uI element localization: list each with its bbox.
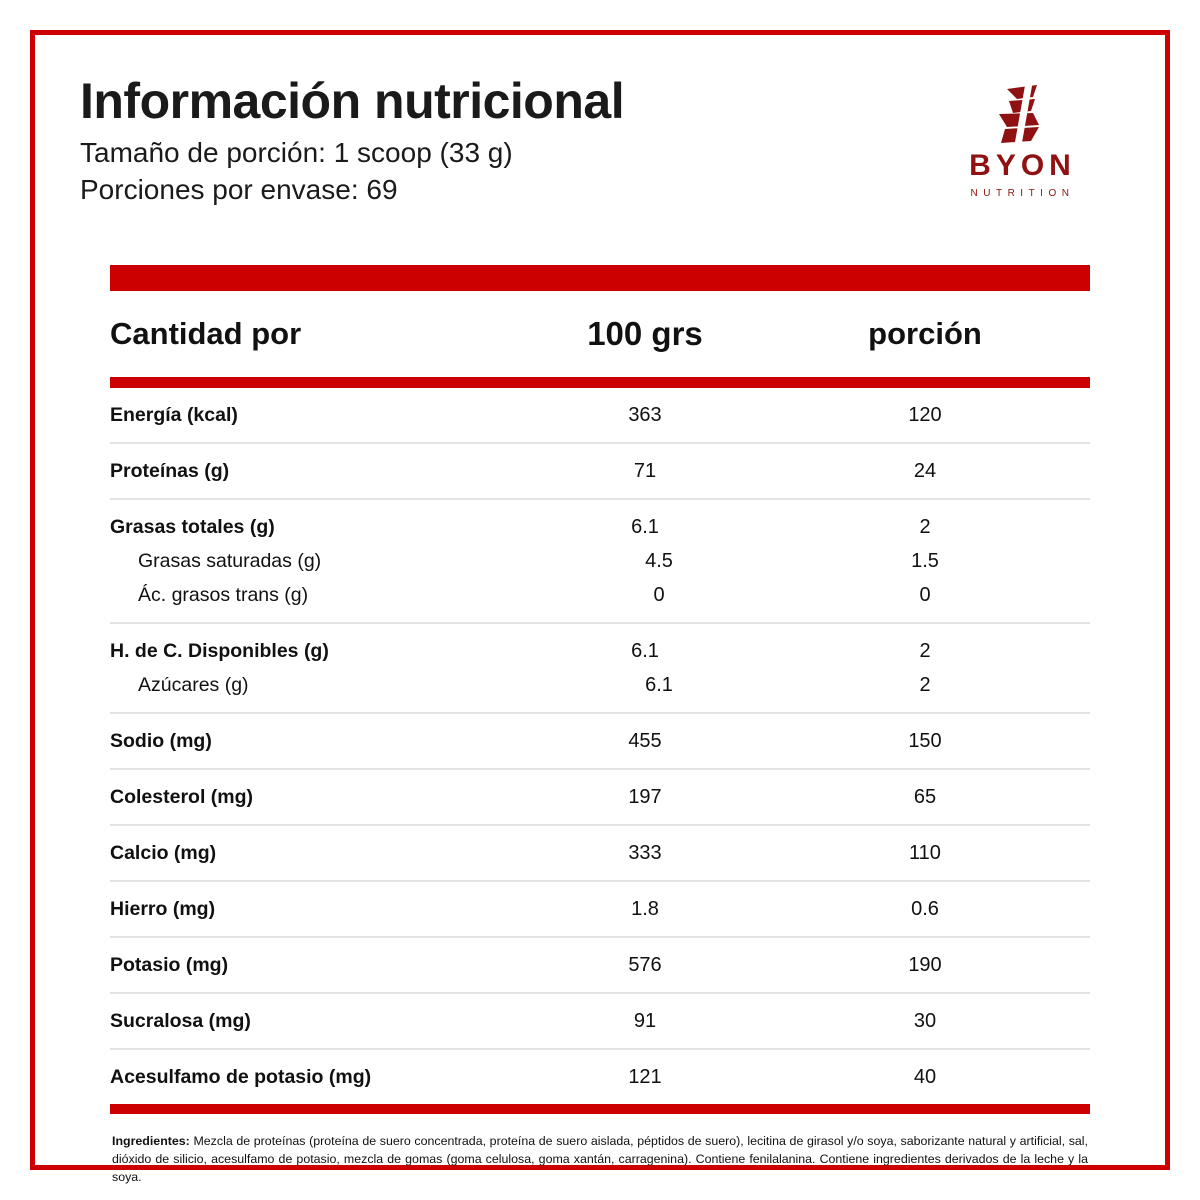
row-value-100g: 4.5 xyxy=(645,549,673,572)
row-value-100g: 6.1 xyxy=(631,639,659,662)
row-value-serving: 2 xyxy=(919,639,931,662)
table-group xyxy=(110,826,1090,882)
row-value-serving: 24 xyxy=(913,459,937,482)
table-row xyxy=(110,454,1090,488)
nutrition-label-card xyxy=(30,30,1170,1185)
row-label: H. de C. Disponibles (g) xyxy=(110,639,329,662)
nutrition-table xyxy=(80,388,1120,1104)
row-label: Acesulfamo de potasio (mg) xyxy=(110,1065,372,1088)
table-row xyxy=(110,724,1090,758)
table-group xyxy=(110,714,1090,770)
table-group xyxy=(110,882,1090,938)
row-label: Sodio (mg) xyxy=(110,729,212,752)
row-value-serving: 2 xyxy=(919,515,931,538)
column-header-per-serving: porción xyxy=(868,316,982,351)
ingredients-label: Ingredientes: xyxy=(112,1134,190,1149)
row-value-100g: 1.8 xyxy=(631,897,659,920)
row-value-100g: 121 xyxy=(628,1065,662,1088)
table-row xyxy=(110,578,1090,612)
column-header-label: Cantidad por xyxy=(110,316,302,351)
row-value-serving: 30 xyxy=(913,1009,937,1032)
row-label: Proteínas (g) xyxy=(110,459,230,482)
brand-tagline: NUTRITION xyxy=(970,188,1075,199)
divider-bar-top xyxy=(110,265,1090,291)
row-value-serving: 0.6 xyxy=(911,897,939,920)
row-label: Potasio (mg) xyxy=(110,953,229,976)
row-label: Ác. grasos trans (g) xyxy=(138,583,309,606)
table-group xyxy=(110,938,1090,994)
table-group xyxy=(110,444,1090,500)
brand-logo xyxy=(935,83,1110,199)
table-row xyxy=(110,948,1090,982)
row-value-serving: 65 xyxy=(913,785,937,808)
row-value-serving: 40 xyxy=(913,1065,937,1088)
table-row xyxy=(110,634,1090,668)
table-row xyxy=(110,1060,1090,1094)
row-value-serving: 190 xyxy=(908,953,942,976)
table-row xyxy=(110,836,1090,870)
row-value-serving: 150 xyxy=(908,729,942,752)
table-row xyxy=(110,892,1090,926)
table-group xyxy=(110,500,1090,624)
table-group xyxy=(110,1050,1090,1104)
brand-wordmark: BYON xyxy=(969,149,1076,182)
table-row xyxy=(110,398,1090,432)
table-group xyxy=(110,770,1090,826)
row-value-100g: 455 xyxy=(628,729,662,752)
ingredients-paragraph xyxy=(112,1133,1088,1187)
page-title: Información nutricional xyxy=(80,73,625,129)
brand-logo-mark-icon xyxy=(935,83,1110,145)
row-value-100g: 91 xyxy=(633,1009,657,1032)
row-value-100g: 6.1 xyxy=(631,515,659,538)
divider-bar-footer xyxy=(110,1104,1090,1114)
row-value-100g: 363 xyxy=(628,403,662,426)
nutrition-label-inner xyxy=(35,35,1165,1185)
table-group xyxy=(110,994,1090,1050)
row-label: Energía (kcal) xyxy=(110,403,238,426)
label-header xyxy=(80,75,1120,265)
ingredients-section xyxy=(80,1114,1120,1187)
serving-size-text: Tamaño de porción: 1 scoop (33 g) xyxy=(80,136,513,168)
servings-per-container-text: Porciones por envase: 69 xyxy=(80,174,398,206)
ingredients-text: Mezcla de proteínas (proteína de suero concentrada, proteína de suero aislada, péptidos de suero), lecitina de girasol y/o soya, saborizante natural y artificial, sal, dióxido de silicio, acesulfamo de potasio, mezcla de gomas (goma celulosa, goma xantán, carragenina). Contiene fenilalanina. Contiene ingredientes derivados de la leche y la soya. xyxy=(112,1134,1088,1185)
row-label: Grasas totales (g) xyxy=(110,515,275,538)
table-group xyxy=(110,624,1090,714)
table-row xyxy=(110,1004,1090,1038)
column-header-per-100g: 100 grs xyxy=(587,315,703,352)
row-value-serving: 2 xyxy=(919,673,931,696)
table-row xyxy=(110,544,1090,578)
table-row xyxy=(110,780,1090,814)
row-value-serving: 0 xyxy=(919,583,931,606)
row-value-serving: 1.5 xyxy=(911,549,939,572)
row-value-100g: 576 xyxy=(628,953,662,976)
row-value-100g: 197 xyxy=(628,785,662,808)
row-label: Sucralosa (mg) xyxy=(110,1009,251,1032)
row-label: Grasas saturadas (g) xyxy=(138,549,322,572)
row-label: Calcio (mg) xyxy=(110,841,217,864)
table-row xyxy=(110,668,1090,702)
table-row xyxy=(110,510,1090,544)
table-column-headers xyxy=(80,291,1120,377)
row-value-100g: 0 xyxy=(653,583,665,606)
row-value-serving: 110 xyxy=(909,841,941,864)
row-value-serving: 120 xyxy=(908,403,942,426)
row-label: Hierro (mg) xyxy=(110,897,216,920)
row-value-100g: 6.1 xyxy=(645,673,673,696)
table-group xyxy=(110,388,1090,444)
row-label: Azúcares (g) xyxy=(138,673,249,696)
row-value-100g: 71 xyxy=(633,459,657,482)
row-value-100g: 333 xyxy=(628,841,662,864)
row-label: Colesterol (mg) xyxy=(110,785,254,808)
divider-bar-header xyxy=(110,377,1090,388)
